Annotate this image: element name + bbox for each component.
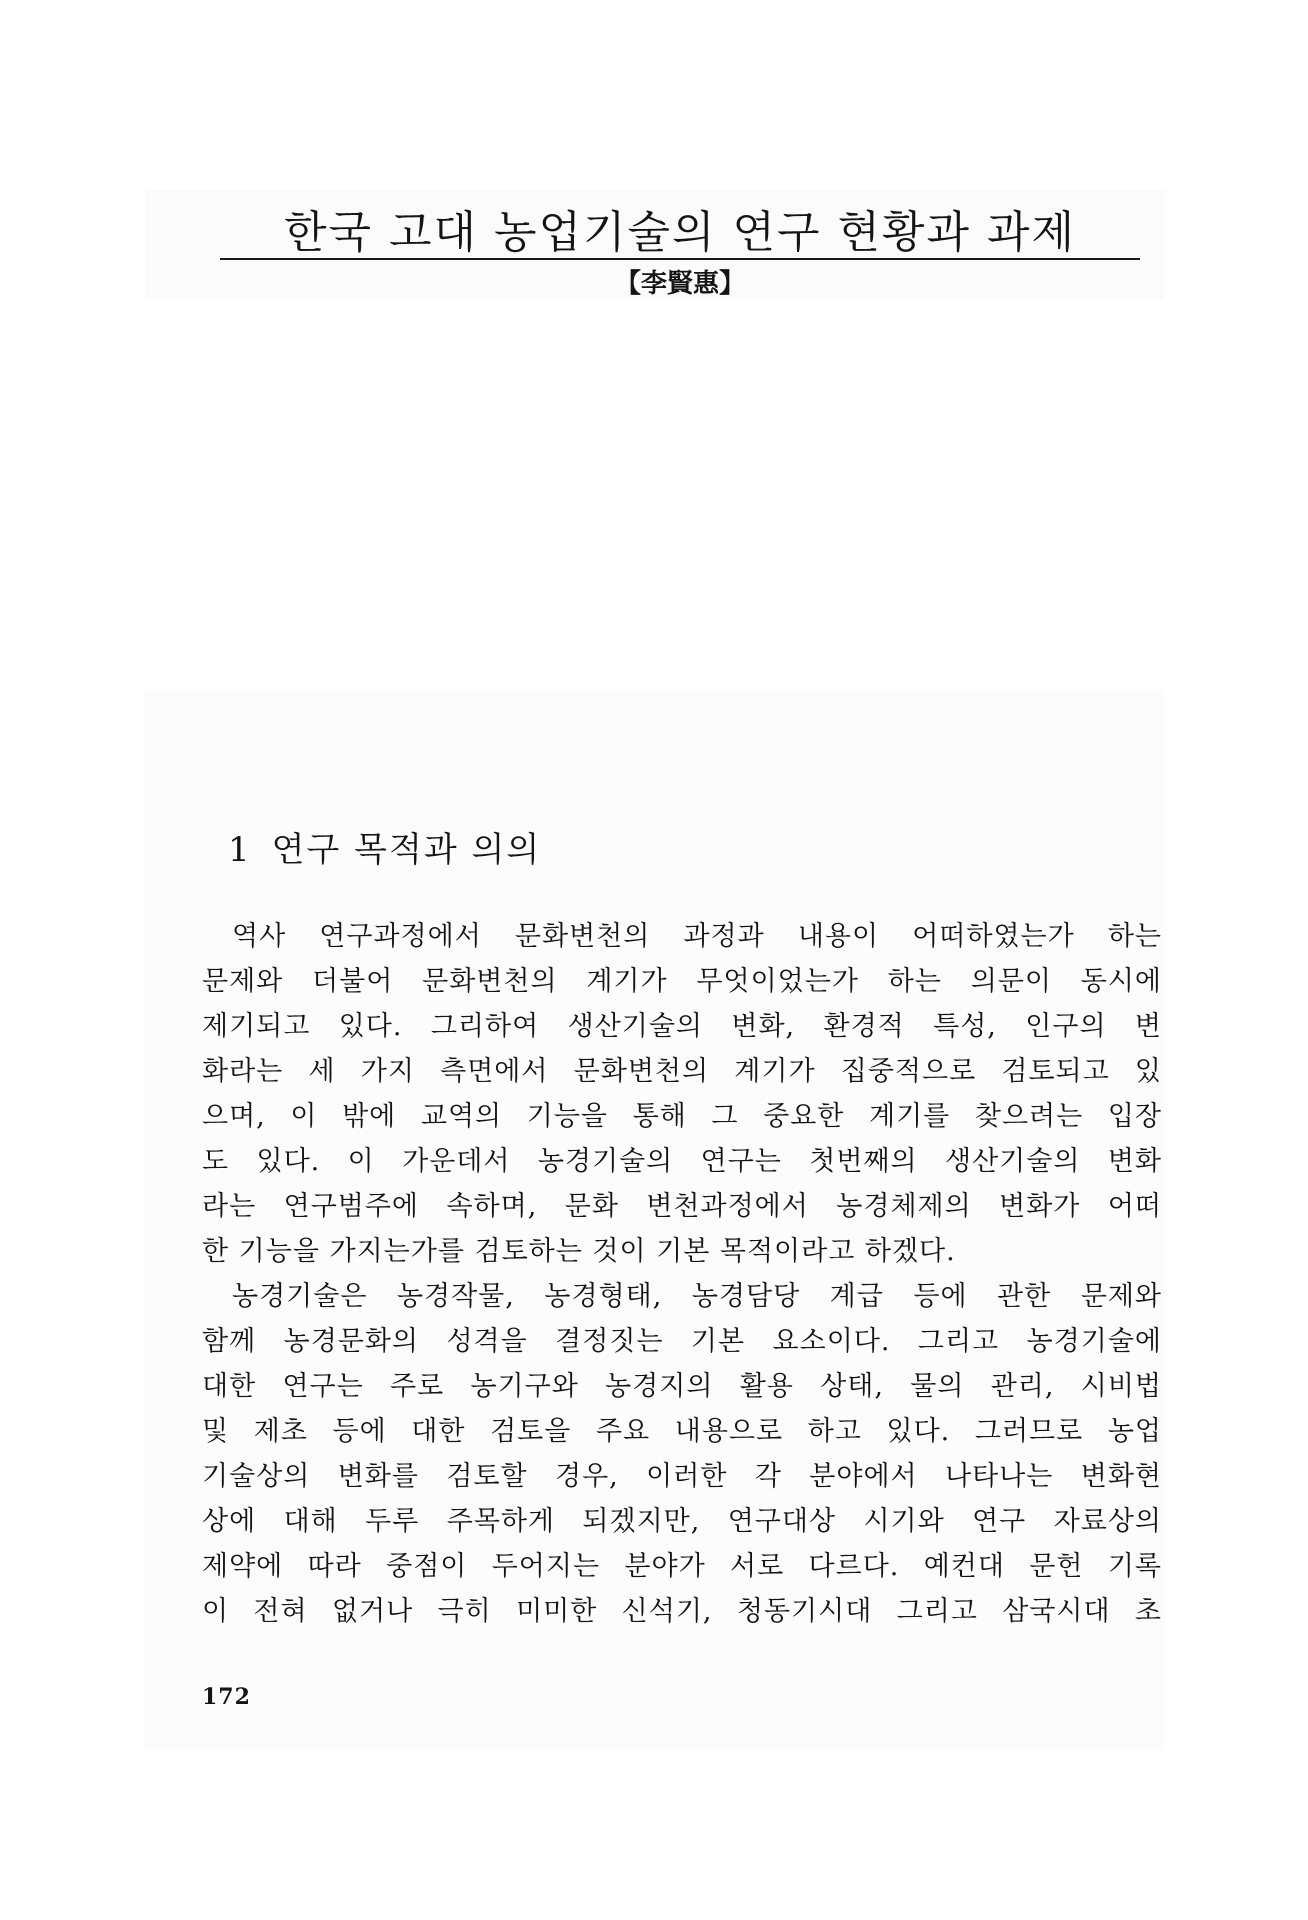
text-line: 함께 농경문화의 성격을 결정짓는 기본 요소이다. 그리고 농경기술에 — [202, 1326, 1162, 1357]
text-line: 한 기능을 가지는가를 검토하는 것이 기본 목적이라고 하겠다. — [202, 1236, 956, 1267]
title-rule — [220, 258, 1140, 260]
text-line: 라는 연구범주에 속하며, 문화 변천과정에서 농경체제의 변화가 어떠 — [202, 1191, 1162, 1222]
body-text — [202, 914, 1162, 1634]
article-title: 한국 고대 농업기술의 연구 현황과 과제 — [284, 207, 1076, 258]
text-line: 대한 연구는 주로 농기구와 농경지의 활용 상태, 물의 관리, 시비법 — [202, 1371, 1162, 1402]
text-line: 으며, 이 밖에 교역의 기능을 통해 그 중요한 계기를 찾으려는 입장 — [202, 1101, 1162, 1132]
section-number: 1 — [228, 830, 252, 870]
text-line: 이 전혀 없거나 극히 미미한 신석기, 청동기시대 그리고 삼국시대 초 — [202, 1596, 1162, 1627]
text-line: 제약에 따라 중점이 두어지는 분야가 서로 다르다. 예컨대 문헌 기록 — [202, 1551, 1162, 1582]
text-line: 화라는 세 가지 측면에서 문화변천의 계기가 집중적으로 검토되고 있 — [202, 1056, 1162, 1087]
article-author: 【李賢惠】 — [614, 269, 745, 299]
text-line: 문제와 더불어 문화변천의 계기가 무엇이었는가 하는 의문이 동시에 — [202, 966, 1162, 997]
text-line: 및 제초 등에 대한 검토을 주요 내용으로 하고 있다. 그러므로 농업 — [202, 1416, 1162, 1447]
section-title: 연구 목적과 의의 — [271, 830, 542, 870]
text-line: 기술상의 변화를 검토할 경우, 이러한 각 분야에서 나타나는 변화현 — [202, 1461, 1162, 1492]
text-line: 제기되고 있다. 그리하여 생산기술의 변화, 환경적 특성, 인구의 변 — [202, 1011, 1162, 1042]
text-line: 도 있다. 이 가운데서 농경기술의 연구는 첫번째의 생산기술의 변화 — [202, 1146, 1162, 1177]
section-heading — [228, 828, 541, 872]
text-line: 상에 대해 두루 주목하게 되겠지만, 연구대상 시기와 연구 자료상의 — [202, 1506, 1162, 1537]
text-line: 농경기술은 농경작물, 농경형태, 농경담당 계급 등에 관한 문제와 — [232, 1281, 1162, 1312]
page-number: 172 — [202, 1684, 251, 1710]
text-line: 역사 연구과정에서 문화변천의 과정과 내용이 어떠하였는가 하는 — [232, 921, 1162, 952]
